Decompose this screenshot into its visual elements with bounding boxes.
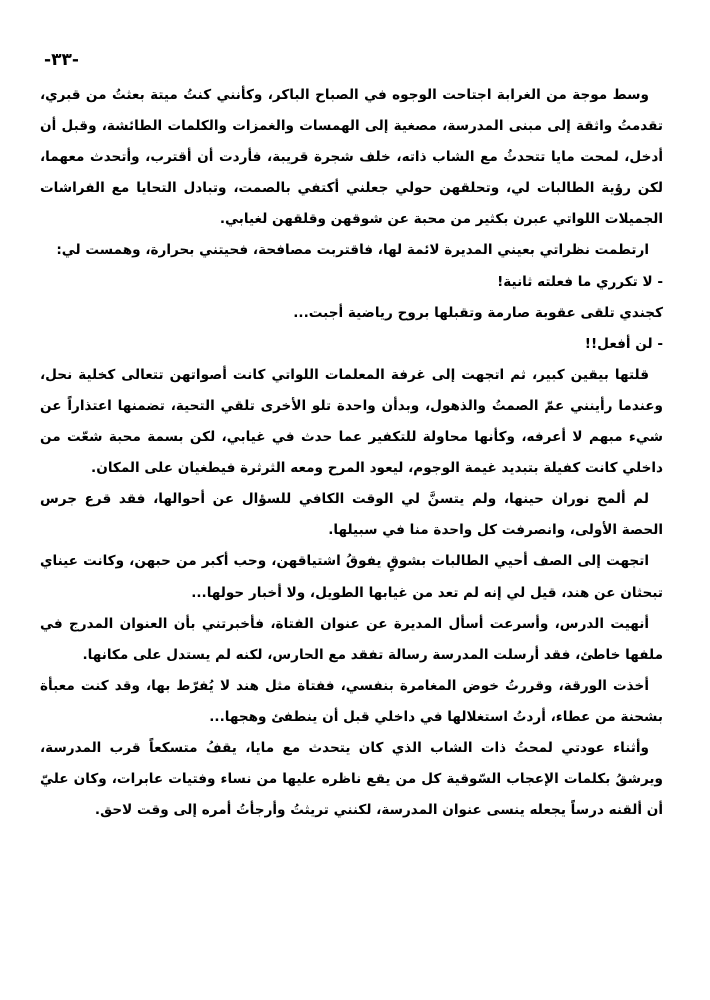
paragraph: أخذت الورقة، وقررتُ خوض المغامرة بنفسي، ففتاة مثل هند لا يُفرّط بها، وقد كنت معبأة بشحنة من عطاء، أردتُ استغلالها في داخلي قبل أن ينطفئ وهجها... (40, 677, 663, 725)
page-number: -٣٣- (44, 50, 79, 70)
paragraph: اتجهت إلى الصف أحيي الطالبات بشوقٍ يفوقُ اشتياقهن، وحب أكبر من حبهن، وكانت عيناي تبحثان عن هند، قيل لي إنه لم تعد من غيابها الطويل، ولا أخبار حولها... (40, 553, 663, 601)
paragraph: قلتها بيقين كبير، ثم اتجهت إلى غرفة المعلمات اللواتي كانت أصواتهن تتعالى كخلية نحل، وعندما رأينني عمّ الصمتُ والذهول، وبدأن واحدة تلو الأخرى تلقي التحية، تضمنها اعتذاراً عن شيء مبهم لا أعرفه، وكأنها محاولة للتكفير عما حدث في غيابي، لكن بسمة محبة شعّت من داخلي كانت كفيلة بتبديد غيمة الوجوم، ليعود المرح ومعه الثرثرة فيطغيان على المكان. (40, 366, 663, 477)
paragraph: وأثناء عودتي لمحتُ ذات الشاب الذي كان يتحدث مع مايا، يقفُ متسكعاً قرب المدرسة، ويرشقُ بكلمات الإعجاب السّوقية كل من يقع ناظره عليها من نساء وفتيات عابرات، وكان عليّ أن ألقنه درساً يجعله ينسى عنوان المدرسة، لكنني تريثتُ وأرجأتُ أمره إلى وقت لاحق. (40, 739, 663, 819)
page-body-text (40, 80, 663, 826)
paragraph: لم ألمح نوران حينها، ولم يتسنَّ لي الوقت الكافي للسؤال عن أحوالها، فقد قرع جرس الحصة الأولى، وانصرفت كل واحدة منا في سبيلها. (40, 491, 663, 539)
paragraph: كجندي تلقى عقوبة صارمة وتقبلها بروح رياضية أجبت... (293, 304, 663, 321)
paragraph: أنهيت الدرس، وأسرعت أسأل المديرة عن عنوان الفتاة، فأخبرتني بأن العنوان المدرج في ملفها خاطئ، فقد أرسلت المدرسة رسالة تفقد مع الحارس، لكنه لم يستدل على مكانها. (40, 615, 663, 663)
paragraph: وسط موجة من الغرابة اجتاحت الوجوه في الصباح الباكر، وكأنني كنتُ ميتة بعثتُ من قبري، تقدمتُ واثقة إلى مبنى المدرسة، مصغية إلى الهمسات والغمزات والكلمات الطائشة، وقبل أن أدخل، لمحت مايا تتحدثُ مع الشاب ذاته، خلف شجرة قريبة، فأردت أن أقترب، وأتحدث معهما، لكن رؤية الطالبات لي، وتحلقهن حولي جعلني أكتفي بالصمت، وتبادل التحايا مع الفراشات الجميلات اللواتي عبرن بكثير من محبة عن شوقهن وقلقهن لغيابي. (40, 87, 663, 228)
dialogue-line: - لا تكرري ما فعلته ثانية! (497, 273, 663, 290)
dialogue-line: - لن أفعل!! (584, 335, 663, 352)
paragraph: ارتطمت نظراتي بعيني المديرة لائمة لها، فاقتربت مصافحة، فحيتني بحرارة، وهمست لي: (56, 242, 649, 259)
